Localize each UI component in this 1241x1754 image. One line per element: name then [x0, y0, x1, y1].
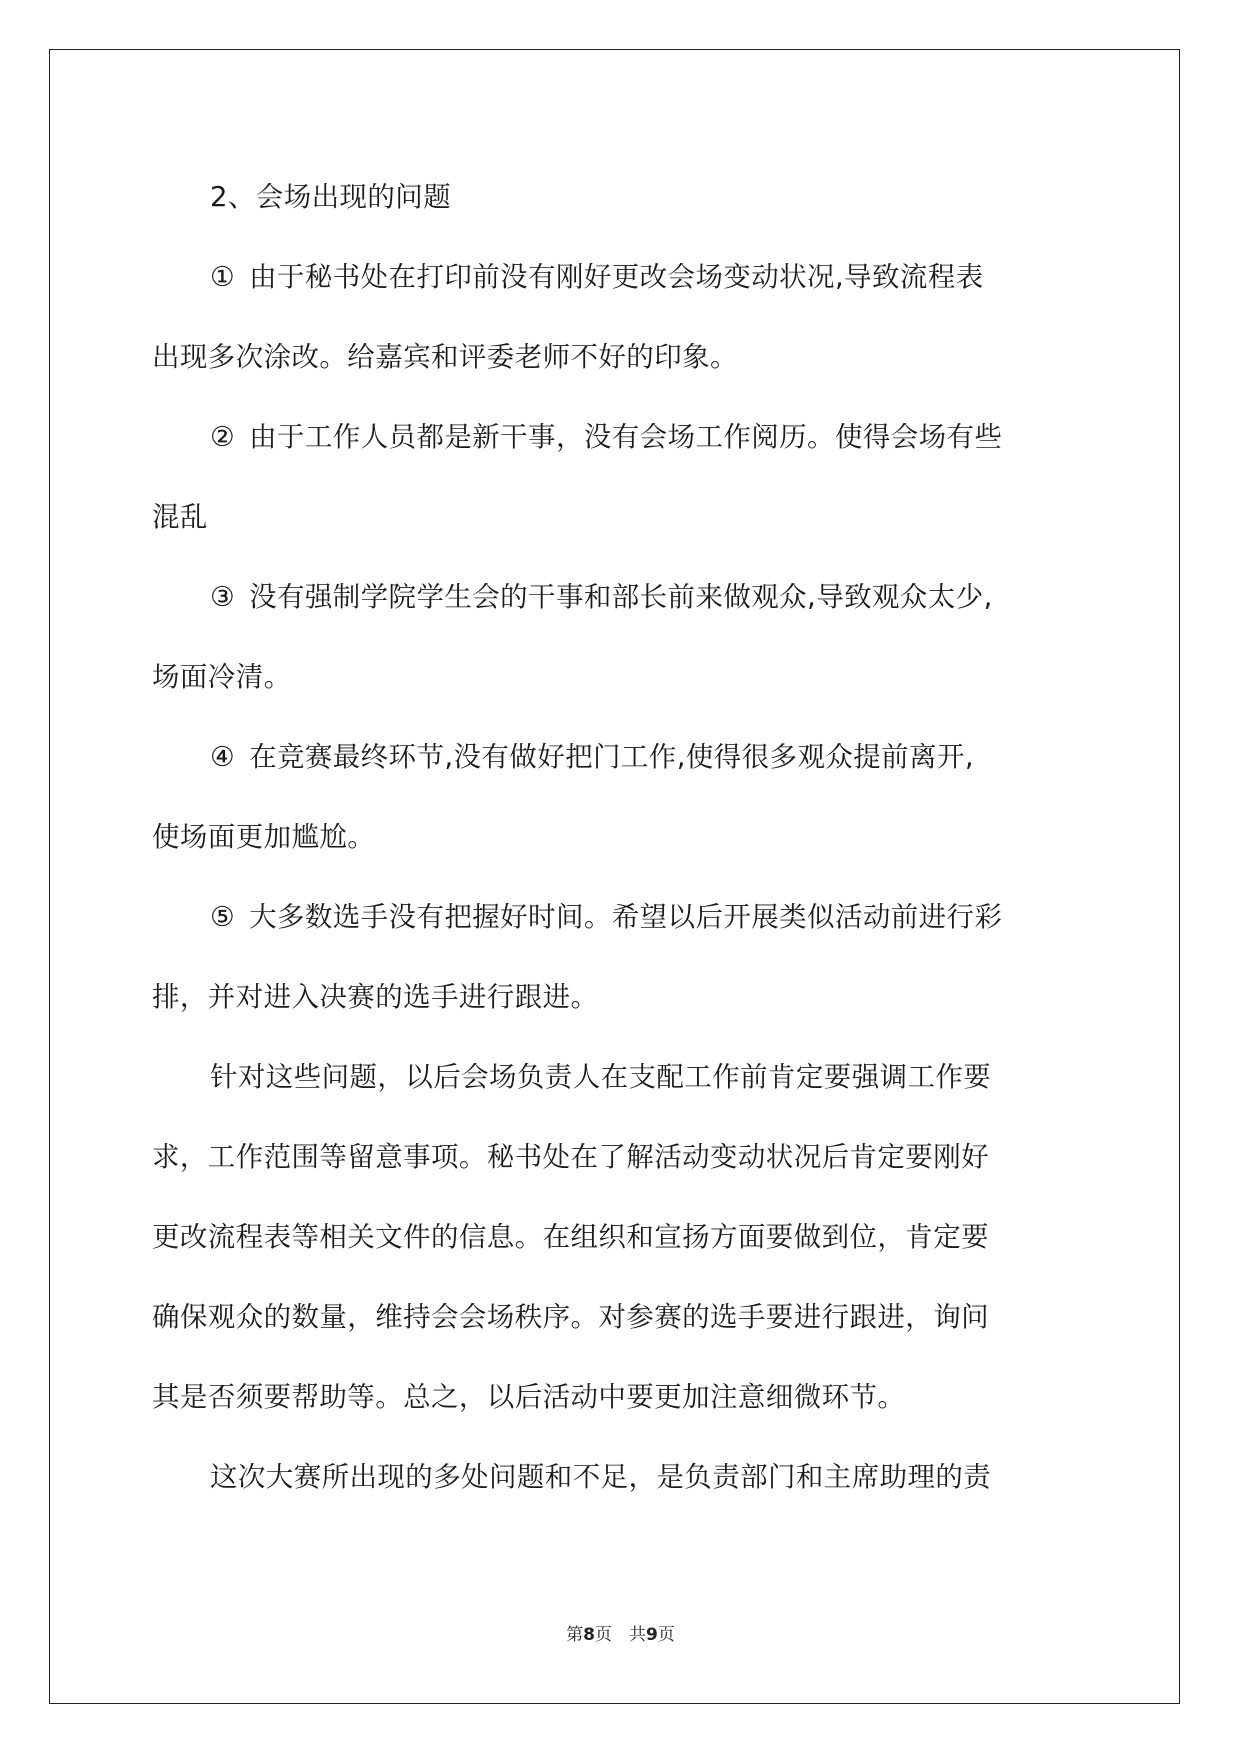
paragraph-line: 确保观众的数量，维持会会场秩序。对参赛的选手要进行跟进，询问 — [152, 1301, 989, 1333]
item-text: 在竞赛最终环节,没有做好把门工作,使得很多观众提前离开, — [249, 741, 974, 773]
list-item-3-line-1 — [152, 557, 1087, 637]
list-item-5-line-1 — [152, 877, 1087, 957]
item-marker: ② — [210, 421, 236, 453]
item-text: 没有强制学院学生会的干事和部长前来做观众,导致观众太少, — [249, 581, 993, 613]
list-item-4-line-1 — [152, 717, 1087, 797]
list-item-1-line-2: 出现多次涂改。给嘉宾和评委老师不好的印象。 — [152, 341, 738, 373]
list-item-2-line-2: 混乱 — [152, 501, 208, 533]
page-footer — [0, 1620, 1241, 1645]
paragraph-line: 其是否须要帮助等。总之，以后活动中要更加注意细微环节。 — [152, 1381, 906, 1413]
list-item-3-line-2: 场面冷清。 — [152, 661, 292, 693]
list-item-2-line-1 — [152, 397, 1087, 477]
document-body — [152, 157, 1087, 1517]
list-item-4-line-2: 使场面更加尴尬。 — [152, 821, 376, 853]
paragraph-line: 针对这些问题，以后会场负责人在支配工作前肯定要强调工作要 — [210, 1061, 992, 1093]
current-page-number: 8 — [583, 1625, 595, 1645]
paragraph-line: 这次大赛所出现的多处问题和不足，是负责部门和主席助理的责 — [210, 1461, 992, 1493]
item-text: 大多数选手没有把握好时间。希望以后开展类似活动前进行彩 — [249, 901, 1003, 933]
total-page-number: 9 — [646, 1625, 658, 1645]
item-marker: ① — [210, 261, 236, 293]
list-item-1-line-1 — [152, 237, 1087, 317]
page-suffix: 页 — [657, 1625, 675, 1645]
item-text: 由于秘书处在打印前没有刚好更改会场变动状况,导致流程表 — [249, 261, 984, 293]
paragraph-line: 求，工作范围等留意事项。秘书处在了解活动变动状况后肯定要刚好 — [152, 1141, 989, 1173]
page-prefix: 第 — [566, 1625, 584, 1645]
list-item-5-line-2: 排，并对进入决赛的选手进行跟进。 — [152, 981, 599, 1013]
paragraph-line: 更改流程表等相关文件的信息。在组织和宣扬方面要做到位，肯定要 — [152, 1221, 989, 1253]
item-marker: ⑤ — [210, 901, 236, 933]
item-marker: ④ — [210, 741, 236, 773]
page-mid: 页 共 — [595, 1625, 646, 1645]
item-text: 由于工作人员都是新干事，没有会场工作阅历。使得会场有些 — [249, 421, 1003, 453]
item-marker: ③ — [210, 581, 236, 613]
section-heading: 2、会场出现的问题 — [210, 181, 452, 213]
